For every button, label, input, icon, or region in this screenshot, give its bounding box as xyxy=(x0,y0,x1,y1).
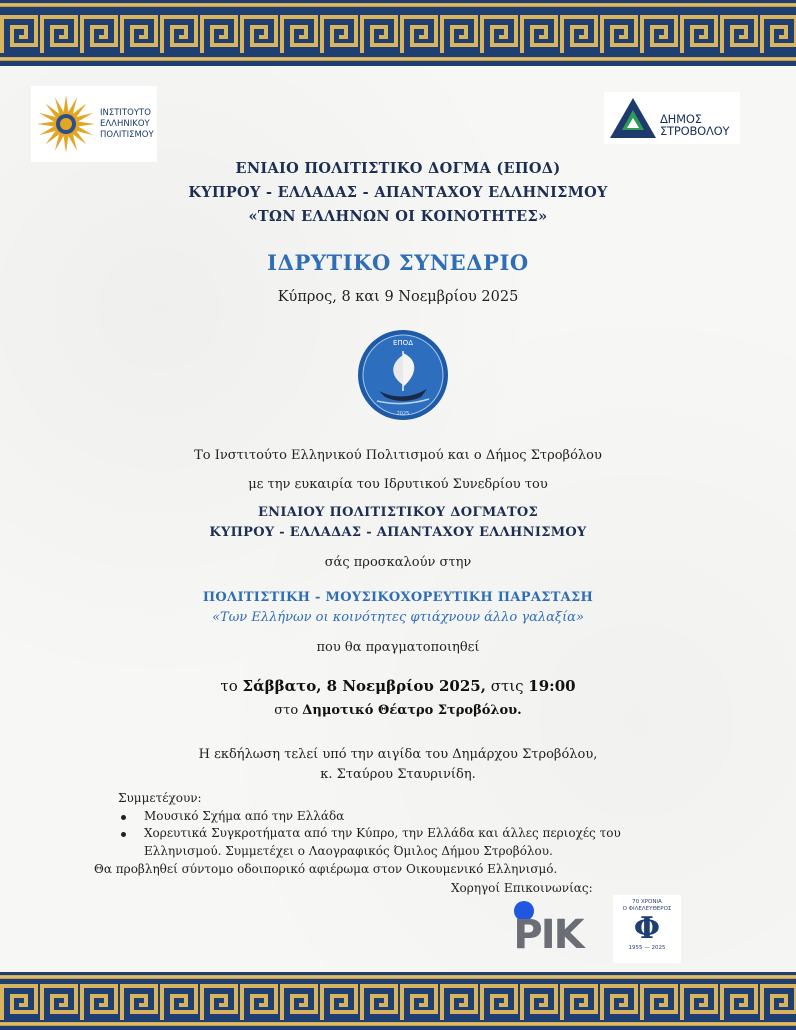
participants-section xyxy=(118,790,698,860)
phileleftheros-name: Ο ΦΙΛΕΛΕΥΘΕΡΟΣ xyxy=(622,906,672,912)
event-title: ΠΟΛΙΤΙΣΤΙΚΗ - ΜΟΥΣΙΚΟΧΟΡΕΥΤΙΚΗ ΠΑΡΑΣΤΑΣΗ xyxy=(202,590,594,605)
triangle-logo-icon xyxy=(608,96,658,140)
organisation-line-1: ΕΝΙΑΙΟΥ ΠΟΛΙΤΙΣΤΙΚΟΥ ΔΟΓΜΑΤΟΣ xyxy=(257,505,539,520)
vergina-sun-icon xyxy=(35,93,97,155)
phileleftheros-glyph: Φ xyxy=(633,911,661,946)
intro-line-1: Το Ινστιτούτο Ελληνικού Πολιτισμού και ο Δήμος Στροβόλου xyxy=(194,448,602,463)
intro-line-2: με την ευκαιρία του Ιδρυτικού Συνεδρίου του xyxy=(248,477,548,492)
auspices-line-1: Η εκδήλωση τελεί υπό την αιγίδα του Δημάρχου Στροβόλου, xyxy=(198,747,598,762)
top-greek-key-border xyxy=(0,0,796,66)
phileleftheros-anniversary: 70 ΧΡΟΝΙΑ xyxy=(632,899,662,905)
event-datetime-prefix: το xyxy=(220,677,243,695)
strovolos-municipality-logo xyxy=(604,92,740,144)
rik-logo-text: ΡΙΚ xyxy=(513,912,583,950)
emblem-year: 2025 xyxy=(396,411,410,417)
header-line-2: ΚΥΠΡΟΥ - ΕΛΛΑΔΑΣ - ΑΠΑΝΤΑΧΟΥ ΕΛΛΗΝΙΣΜΟΥ xyxy=(188,184,608,201)
screening-note: Θα προβληθεί σύντομο οδοιπορικό αφιέρωμα στον Οικουμενικό Ελληνισμό. xyxy=(94,862,558,876)
event-venue xyxy=(0,703,796,718)
page-title: ΙΔΡΥΤΙΚΟ ΣΥΝΕΔΡΙΟ xyxy=(267,250,529,275)
phileleftheros-logo xyxy=(613,895,681,963)
participant-item: Μουσικό Σχήμα από την Ελλάδα xyxy=(118,808,698,826)
organisation-line-2: ΚΥΠΡΟΥ - ΕΛΛΑΔΑΣ - ΑΠΑΝΤΑΧΟΥ ΕΛΛΗΝΙΣΜΟΥ xyxy=(209,525,587,540)
event-venue-prefix: στο xyxy=(274,703,303,718)
invite-line: σάς προσκαλούν στην xyxy=(324,555,472,570)
participant-item: Χορευτικά Συγκροτήματα από την Κύπρο, την Ελλάδα και άλλες περιοχές του Ελληνισμού. Συμμετέχει ο Λαογραφικός Όμιλος Δήμου Στροβόλου. xyxy=(118,825,684,860)
phileleftheros-years: 1955 — 2025 xyxy=(628,945,666,951)
institute-logo xyxy=(31,86,157,162)
institute-logo-line: ΠΟΛΙΤΙΣΜΟΥ xyxy=(100,129,154,140)
header-line-1: ΕΝΙΑΙΟ ΠΟΛΙΤΙΣΤΙΚΟ ΔΟΓΜΑ (ΕΠΟΔ) xyxy=(235,160,561,177)
media-sponsors-label: Χορηγοί Επικοινωνίας: xyxy=(451,881,593,895)
strovolos-logo-line: ΣΤΡΟΒΟΛΟΥ xyxy=(660,124,730,138)
event-time: 19:00 xyxy=(528,677,576,695)
event-time-prefix: στις xyxy=(485,677,529,695)
conference-date: Κύπρος, 8 και 9 Νοεμβρίου 2025 xyxy=(277,289,519,305)
participants-label: Συμμετέχουν: xyxy=(118,791,202,805)
institute-logo-line: ΕΛΛΗΝΙΚΟΥ xyxy=(100,118,150,129)
rik-logo xyxy=(504,900,592,950)
event-subtitle: «Των Ελλήνων οι κοινότητες φτιάχνουν άλλο γαλαξία» xyxy=(212,610,584,625)
bottom-greek-key-border xyxy=(0,972,796,1030)
event-datetime xyxy=(0,677,796,695)
epod-ship-emblem xyxy=(357,329,449,421)
participants-list xyxy=(118,808,698,861)
event-day: Σάββατο, 8 Νοεμβρίου 2025, xyxy=(242,677,486,695)
institute-logo-line: ΙΝΣΤΙΤΟΥΤΟ xyxy=(100,107,151,118)
will-take-place-line: που θα πραγματοποιηθεί xyxy=(316,640,480,655)
strovolos-logo-line: ΔΗΜΟΣ xyxy=(660,112,702,126)
emblem-label: ΕΠΟΔ xyxy=(393,339,413,347)
header-line-3: «ΤΩΝ ΕΛΛΗΝΩΝ ΟΙ ΚΟΙΝΟΤΗΤΕΣ» xyxy=(248,208,548,225)
event-venue-name: Δημοτικό Θέατρο Στροβόλου. xyxy=(302,703,522,718)
auspices-line-2: κ. Σταύρου Σταυρινίδη. xyxy=(320,767,476,782)
